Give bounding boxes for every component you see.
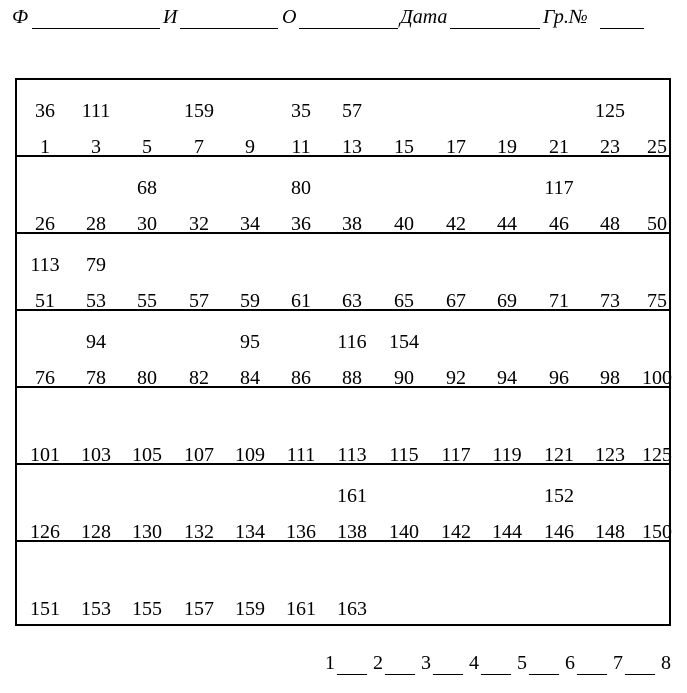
name-label: И <box>163 6 178 28</box>
answer-number: 5 <box>517 652 527 674</box>
cell-number: 78 <box>86 367 106 389</box>
annotation-number: 154 <box>389 331 419 353</box>
cell-number: 21 <box>549 136 569 158</box>
answer-blank[interactable] <box>337 674 367 675</box>
cell-number: 100 <box>642 367 672 389</box>
cell-number: 140 <box>389 521 419 543</box>
cell-number: 67 <box>446 290 466 312</box>
cell-number: 82 <box>189 367 209 389</box>
cell-number: 159 <box>235 598 265 620</box>
date-field[interactable] <box>450 28 540 29</box>
annotation-number: 159 <box>184 100 214 122</box>
cell-number: 130 <box>132 521 162 543</box>
answer-blank[interactable] <box>577 674 607 675</box>
answer-blank[interactable] <box>385 674 415 675</box>
grid-row <box>17 311 672 389</box>
cell-number: 63 <box>342 290 362 312</box>
answer-number: 2 <box>373 652 383 674</box>
cell-number: 30 <box>137 213 157 235</box>
name-field[interactable] <box>180 28 278 29</box>
answer-blank[interactable] <box>625 674 655 675</box>
cell-number: 101 <box>30 444 60 466</box>
annotation-number: 111 <box>81 100 111 122</box>
annotation-number: 117 <box>544 177 574 199</box>
grid-row <box>17 157 669 234</box>
cell-number: 50 <box>647 213 667 235</box>
cell-number: 69 <box>497 290 517 312</box>
answer-footer <box>325 652 675 682</box>
cell-number: 88 <box>342 367 362 389</box>
cell-number: 111 <box>286 444 316 466</box>
annotation-number: 116 <box>337 331 367 353</box>
patronymic-label: О <box>282 6 297 28</box>
answer-number: 6 <box>565 652 575 674</box>
cell-number: 103 <box>81 444 111 466</box>
surname-label: Ф <box>12 6 29 28</box>
cell-number: 138 <box>337 521 367 543</box>
cell-number: 151 <box>30 598 60 620</box>
patronymic-field[interactable] <box>299 28 398 29</box>
cell-number: 65 <box>394 290 414 312</box>
annotation-number: 95 <box>240 331 260 353</box>
cell-number: 132 <box>184 521 214 543</box>
grid-row <box>17 80 669 157</box>
cell-number: 73 <box>600 290 620 312</box>
answer-number: 7 <box>613 652 623 674</box>
grid-row <box>17 465 672 543</box>
cell-number: 117 <box>441 444 471 466</box>
cell-number: 28 <box>86 213 106 235</box>
cell-number: 119 <box>492 444 522 466</box>
cell-number: 34 <box>240 213 260 235</box>
cell-number: 7 <box>194 136 204 158</box>
cell-number: 3 <box>91 136 101 158</box>
cell-number: 153 <box>81 598 111 620</box>
answer-number: 8 <box>661 652 671 674</box>
cell-number: 121 <box>544 444 574 466</box>
cell-number: 115 <box>389 444 419 466</box>
cell-number: 57 <box>189 290 209 312</box>
cell-number: 55 <box>137 290 157 312</box>
surname-field[interactable] <box>32 28 160 29</box>
cell-number: 17 <box>446 136 466 158</box>
annotation-number: 152 <box>544 485 574 507</box>
answer-blank[interactable] <box>433 674 463 675</box>
cell-number: 96 <box>549 367 569 389</box>
group-label: Гр.№ <box>543 6 588 28</box>
answer-blank[interactable] <box>481 674 511 675</box>
cell-number: 59 <box>240 290 260 312</box>
cell-number: 92 <box>446 367 466 389</box>
annotation-number: 35 <box>291 100 311 122</box>
cell-number: 23 <box>600 136 620 158</box>
cell-number: 44 <box>497 213 517 235</box>
annotation-number: 68 <box>137 177 157 199</box>
grid-row <box>17 388 672 466</box>
answer-number: 3 <box>421 652 431 674</box>
grid-row <box>17 234 669 311</box>
cell-number: 15 <box>394 136 414 158</box>
annotation-number: 79 <box>86 254 106 276</box>
cell-number: 109 <box>235 444 265 466</box>
cell-number: 19 <box>497 136 517 158</box>
answer-number: 1 <box>325 652 335 674</box>
cell-number: 98 <box>600 367 620 389</box>
cell-number: 75 <box>647 290 667 312</box>
cell-number: 61 <box>291 290 311 312</box>
cell-number: 113 <box>337 444 367 466</box>
cell-number: 144 <box>492 521 522 543</box>
cell-number: 46 <box>549 213 569 235</box>
answer-number: 4 <box>469 652 479 674</box>
cell-number: 32 <box>189 213 209 235</box>
annotation-number: 161 <box>337 485 367 507</box>
cell-number: 155 <box>132 598 162 620</box>
cell-number: 80 <box>137 367 157 389</box>
cell-number: 136 <box>286 521 316 543</box>
number-grid <box>15 78 671 626</box>
annotation-number: 80 <box>291 177 311 199</box>
cell-number: 126 <box>30 521 60 543</box>
cell-number: 150 <box>642 521 672 543</box>
cell-number: 13 <box>342 136 362 158</box>
annotation-number: 125 <box>595 100 625 122</box>
cell-number: 51 <box>35 290 55 312</box>
date-label: Дата <box>400 6 448 28</box>
cell-number: 86 <box>291 367 311 389</box>
answer-blank[interactable] <box>529 674 559 675</box>
grid-row <box>17 542 669 624</box>
cell-number: 123 <box>595 444 625 466</box>
cell-number: 146 <box>544 521 574 543</box>
cell-number: 94 <box>497 367 517 389</box>
cell-number: 76 <box>35 367 55 389</box>
cell-number: 26 <box>35 213 55 235</box>
cell-number: 48 <box>600 213 620 235</box>
cell-number: 42 <box>446 213 466 235</box>
annotation-number: 113 <box>30 254 60 276</box>
cell-number: 38 <box>342 213 362 235</box>
cell-number: 40 <box>394 213 414 235</box>
cell-number: 53 <box>86 290 106 312</box>
cell-number: 1 <box>40 136 50 158</box>
cell-number: 5 <box>142 136 152 158</box>
cell-number: 84 <box>240 367 260 389</box>
cell-number: 128 <box>81 521 111 543</box>
cell-number: 125 <box>642 444 672 466</box>
cell-number: 36 <box>291 213 311 235</box>
group-field[interactable] <box>600 28 644 29</box>
cell-number: 25 <box>647 136 667 158</box>
cell-number: 90 <box>394 367 414 389</box>
student-info-header <box>0 0 687 40</box>
cell-number: 134 <box>235 521 265 543</box>
cell-number: 161 <box>286 598 316 620</box>
annotation-number: 57 <box>342 100 362 122</box>
cell-number: 148 <box>595 521 625 543</box>
cell-number: 163 <box>337 598 367 620</box>
cell-number: 9 <box>245 136 255 158</box>
cell-number: 157 <box>184 598 214 620</box>
cell-number: 142 <box>441 521 471 543</box>
cell-number: 107 <box>184 444 214 466</box>
annotation-number: 36 <box>35 100 55 122</box>
cell-number: 11 <box>291 136 311 158</box>
annotation-number: 94 <box>86 331 106 353</box>
cell-number: 71 <box>549 290 569 312</box>
cell-number: 105 <box>132 444 162 466</box>
